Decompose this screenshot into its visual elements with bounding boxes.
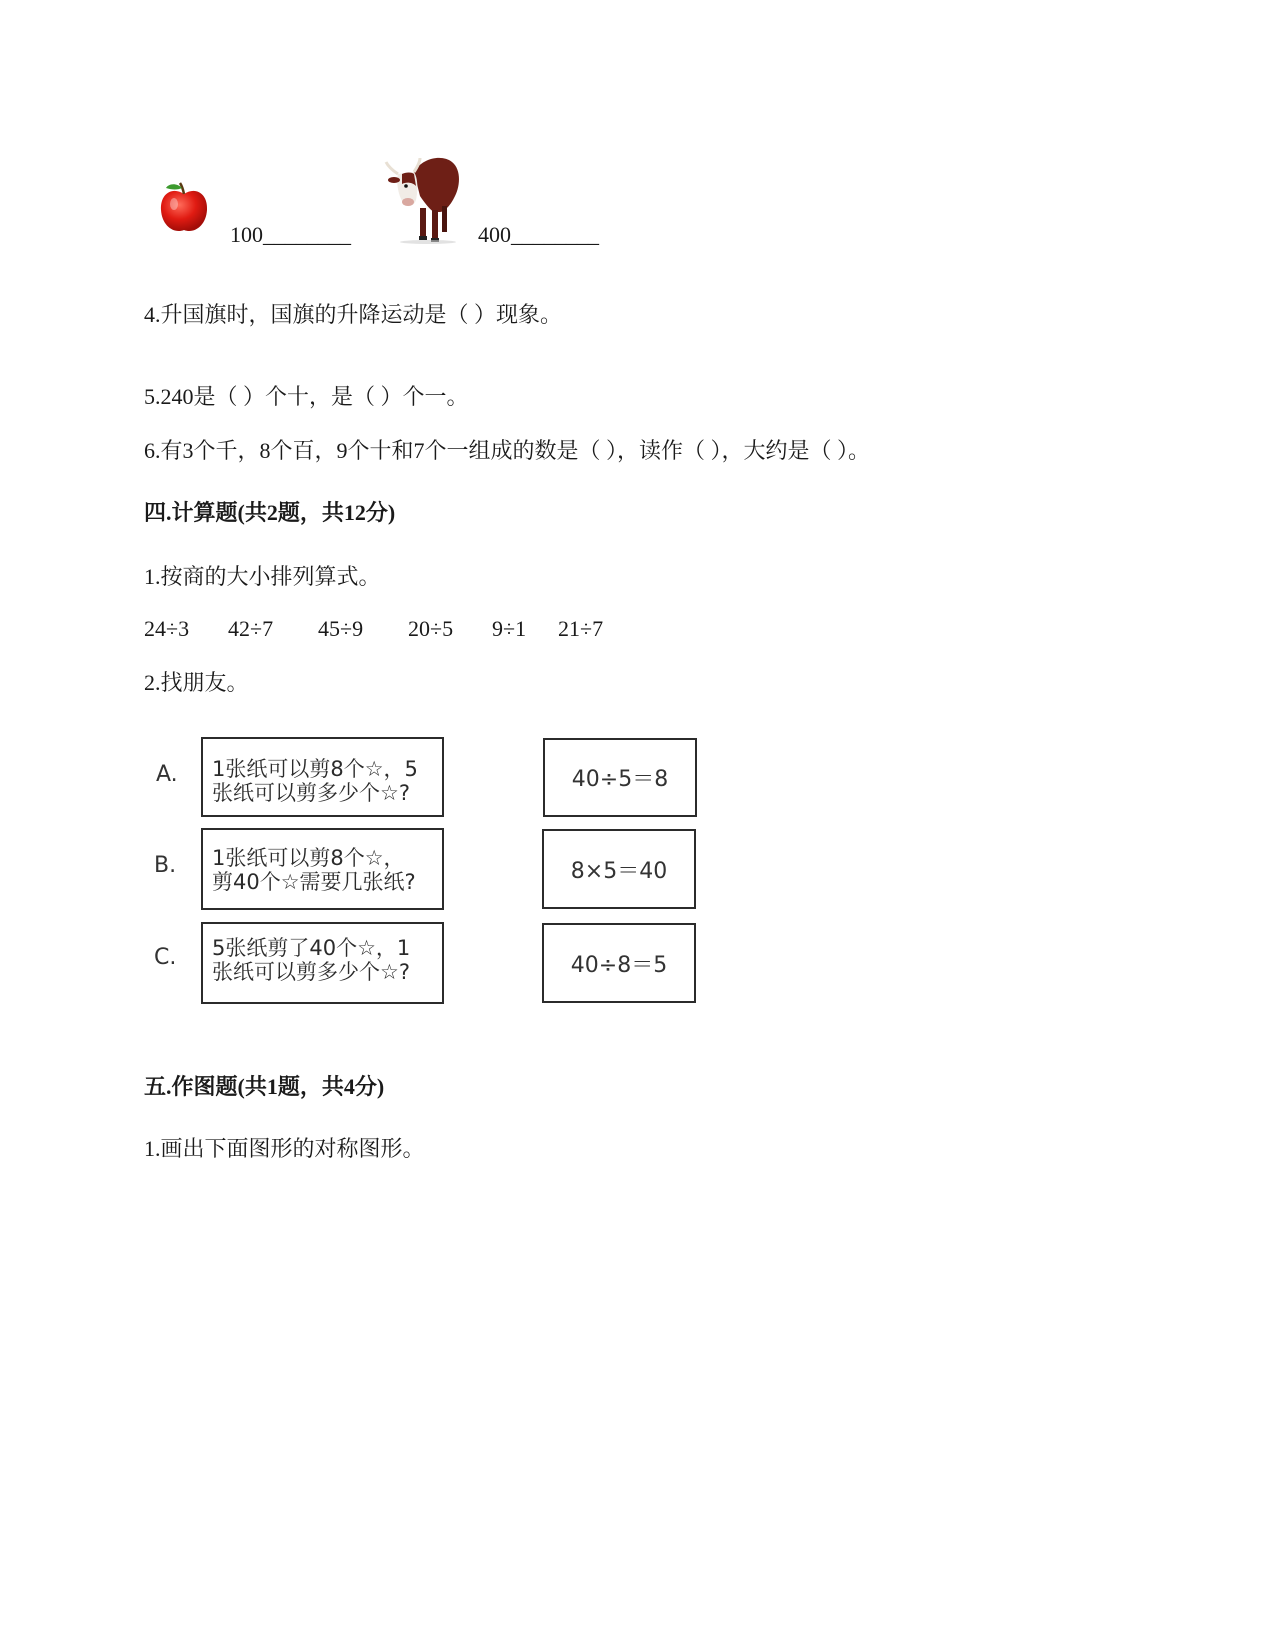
section-4-heading: 四.计算题(共2题，共12分)	[144, 500, 396, 525]
cow-value: 400________	[478, 222, 599, 247]
question-4: 4.升国旗时，国旗的升降运动是（ ）现象。	[144, 302, 563, 327]
equation-2: 8×5＝40	[570, 858, 668, 884]
apple-value: 100________	[230, 222, 351, 247]
equation-box-2	[542, 829, 696, 909]
question-5: 5.240是（ ）个十，是（ ）个一。	[144, 384, 469, 409]
expression-4: 20÷5	[408, 616, 454, 641]
option-a-box	[201, 737, 444, 817]
expression-3: 45÷9	[318, 616, 364, 641]
option-b-box	[201, 828, 444, 910]
equation-box-3	[542, 923, 696, 1003]
expression-1: 24÷3	[144, 616, 190, 641]
question-6: 6.有3个千，8个百，9个十和7个一组成的数是（ ），读作（ ），大约是（ ）。	[144, 438, 871, 463]
equation-1: 40÷5＝8	[571, 767, 669, 792]
option-a-line-1: 1张纸可以剪8个☆，5	[212, 757, 418, 781]
section-4-question-2: 2.找朋友。	[144, 670, 249, 695]
section-5-heading: 五.作图题(共1题，共4分)	[144, 1074, 385, 1099]
cow-image	[384, 152, 464, 244]
option-c-line-2: 张纸可以剪多少个☆?	[212, 960, 410, 984]
option-b-line-1: 1张纸可以剪8个☆，	[212, 846, 405, 870]
section-5-question-1: 1.画出下面图形的对称图形。	[144, 1136, 425, 1161]
section-4-question-1: 1.按商的大小排列算式。	[144, 564, 381, 589]
option-a-line-2: 张纸可以剪多少个☆?	[212, 781, 410, 805]
option-b-label: B.	[154, 853, 177, 878]
expression-5: 9÷1	[492, 616, 527, 641]
option-b-line-2: 剪40个☆需要几张纸?	[212, 870, 416, 894]
equation-3: 40÷8＝5	[570, 952, 668, 978]
expression-6: 21÷7	[558, 616, 604, 641]
equation-box-1	[543, 738, 697, 817]
option-c-line-1: 5张纸剪了40个☆，1	[212, 936, 411, 960]
expression-2: 42÷7	[228, 616, 274, 641]
option-a-label: A.	[156, 762, 178, 787]
apple-image	[158, 180, 210, 236]
option-c-box	[201, 922, 444, 1004]
option-c-label: C.	[154, 945, 177, 970]
